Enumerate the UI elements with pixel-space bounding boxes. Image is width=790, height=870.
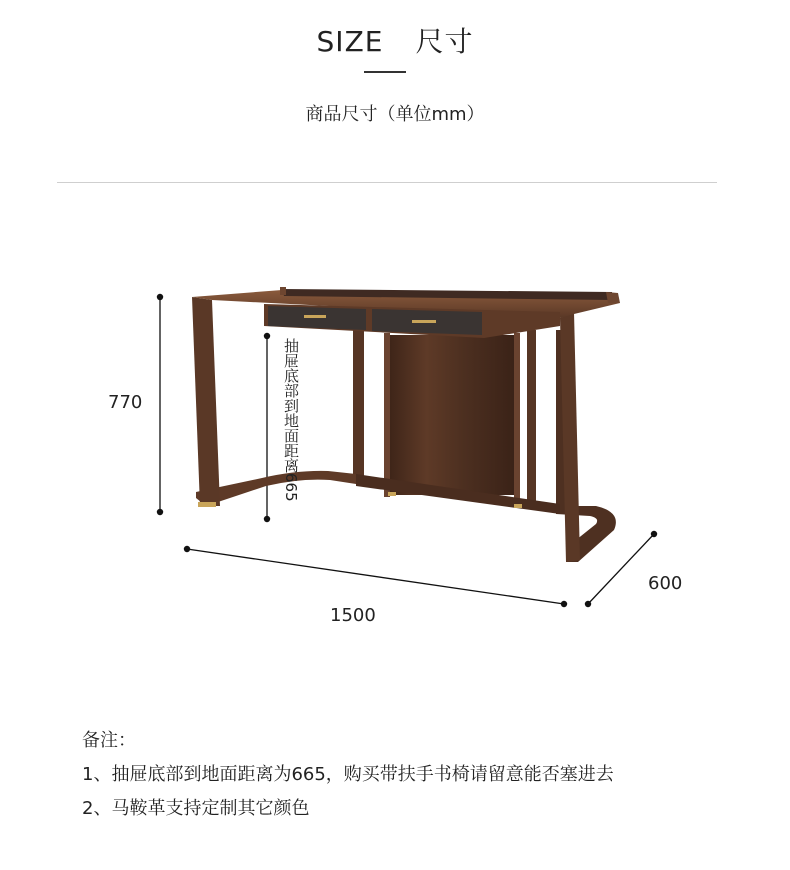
desk-drawer-left-handle — [304, 315, 326, 318]
width-dim-dot-left — [184, 546, 190, 552]
section-title-cn: 尺寸 — [415, 25, 474, 58]
height-dim-dot-bottom — [157, 509, 163, 515]
depth-dimension-line — [588, 534, 654, 604]
desk-drawer-right-handle — [412, 320, 436, 323]
width-dimension-label: 1500 — [330, 605, 376, 626]
note-item-1: 1、抽屉底部到地面距离为665，购买带扶手书椅请留意能否塞进去 — [82, 764, 614, 785]
height-dimension-label: 770 — [108, 392, 143, 413]
desk-left-leg — [192, 297, 220, 506]
size-unit-subtitle: 商品尺寸（单位mm） — [305, 104, 485, 125]
depth-dim-dot-front — [585, 601, 591, 607]
drawer-clearance-note: 抽屉底部到地面距离665 — [282, 338, 300, 502]
note-item-2: 2、马鞍革支持定制其它颜色 — [82, 798, 310, 819]
desk-rear-post-right — [527, 330, 536, 508]
depth-dimension-label: 600 — [648, 573, 683, 594]
desk-rear-post-left — [353, 330, 364, 480]
height-dim-dot-top — [157, 294, 163, 300]
section-title-en: SIZE — [316, 25, 384, 58]
notes-section — [82, 724, 614, 826]
desk-right-leg — [560, 312, 580, 562]
width-dimension-line — [187, 549, 564, 604]
depth-dim-dot-back — [651, 531, 657, 537]
desk-drawing — [192, 287, 620, 562]
width-dim-dot-right — [561, 601, 567, 607]
notes-heading: 备注： — [82, 730, 136, 751]
drawer-dim-dot-top — [264, 333, 270, 339]
desk-modesty-panel — [388, 335, 516, 495]
drawer-dim-dot-bottom — [264, 516, 270, 522]
desk-left-base-curve — [196, 471, 356, 506]
